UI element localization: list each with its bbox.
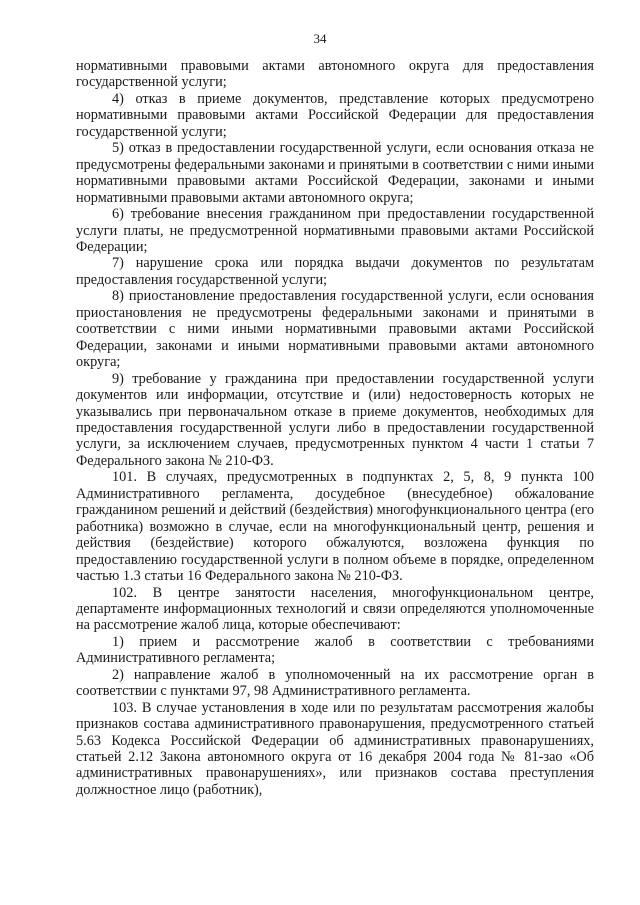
page-number: 34 — [313, 31, 327, 46]
paragraph-103: 103. В случае установления в ходе или по результатам рассмотрения жалобы признаков состава административного правонарушения, предусмотренного статьей 5.63 Кодекса Российской Федерации об административных правонарушениях, статьей 2.12 Закона автономного округа от 16 декабря 2004 года № 81-зао «Об административных правонарушениях», или признаков состава преступления должностное лицо (работник), — [76, 699, 594, 798]
paragraph-item-4: 4) отказ в приеме документов, представление которых предусмотрено нормативными правовыми актами Российской Федерации для предоставления государственной услуги; — [76, 90, 594, 140]
paragraph-item-9: 9) требование у гражданина при предоставлении государственной услуги документов или информации, отсутствие и (или) недостоверность которых не указывались при первоначальном отказе в приеме документов, необходимых для предоставления государственной услуги либо в предоставлении государственной услуги, за исключением случаев, предусмотренных пунктом 4 части 1 статьи 7 Федерального закона № 210-ФЗ. — [76, 370, 594, 469]
paragraph-101: 101. В случаях, предусмотренных в подпунктах 2, 5, 8, 9 пункта 100 Административного регламента, досудебное (внесудебное) обжалование гражданином решений и действий (бездействия) многофункционального центра (его работника) возможно в случае, если на многофункциональный центр, решения и действия (бездействие) которого обжалуются, возложена функция по предоставлению государственной услуги в полном объеме в порядке, определенном частью 1.3 статьи 16 Федерального закона № 210-ФЗ. — [76, 469, 594, 585]
paragraph-item-5: 5) отказ в предоставлении государственной услуги, если основания отказа не предусмотрены федеральными законами и принятыми в соответствии с ними иными нормативными правовыми актами Российской Федерации, законами и иными нормативными правовыми актами автономного округа; — [76, 140, 594, 206]
paragraph-continuation: нормативными правовыми актами автономного округа для предоставления государственной услуги; — [76, 58, 594, 91]
paragraph-102-item-2: 2) направление жалоб в уполномоченный на их рассмотрение орган в соответствии с пунктами 97, 98 Административного регламента. — [76, 666, 594, 700]
paragraph-102-item-1: 1) прием и рассмотрение жалоб в соответствии с требованиями Административного регламента; — [76, 633, 594, 667]
paragraph-item-7: 7) нарушение срока или порядка выдачи документов по результатам предоставления государственной услуги; — [76, 255, 594, 288]
paragraph-102: 102. В центре занятости населения, многофункциональном центре, департаменте информационных технологий и связи определяются уполномоченные на рассмотрение жалоб лица, которые обеспечивают: — [76, 584, 594, 634]
paragraph-item-8: 8) приостановление предоставления государственной услуги, если основания приостановления не предусмотрены федеральными законами и принятыми в соответствии с ними иными нормативными правовыми актами Российской Федерации, законами и иными нормативными правовыми актами автономного округа; — [76, 288, 594, 371]
paragraph-item-6: 6) требование внесения гражданином при предоставлении государственной услуги платы, не предусмотренной нормативными правовыми актами Российской Федерации; — [76, 206, 594, 255]
body-text — [76, 58, 594, 798]
